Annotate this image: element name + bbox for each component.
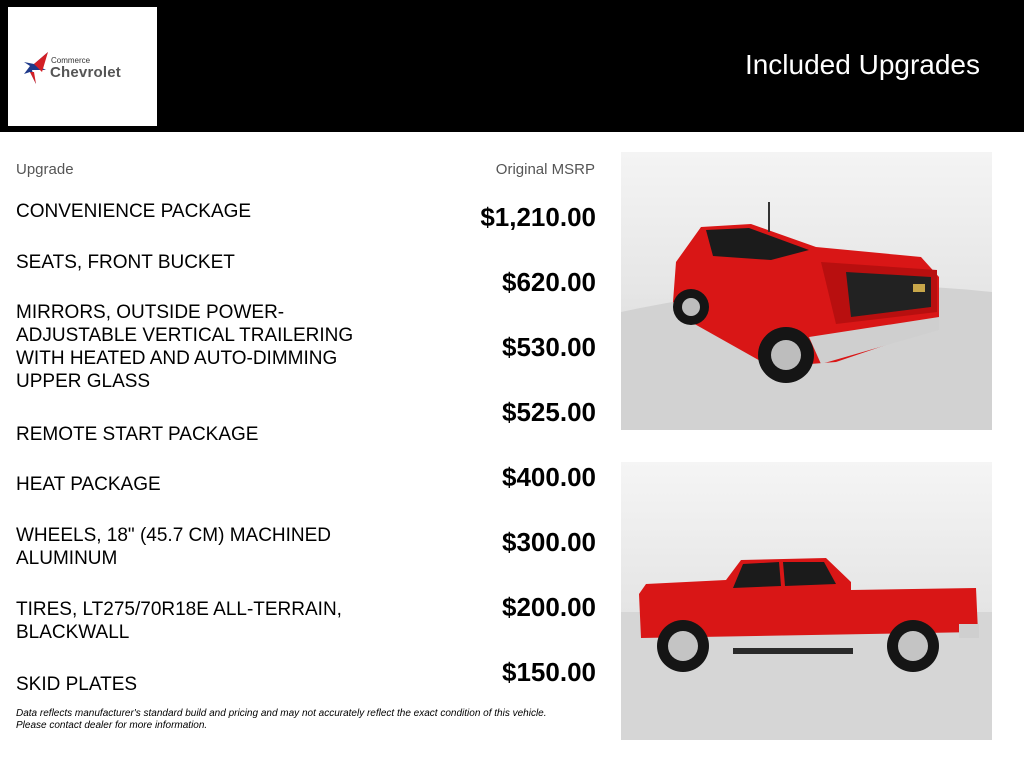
upgrade-price: $300.00 xyxy=(502,527,596,557)
vehicle-photo-side xyxy=(621,462,992,740)
upgrade-item-name: TIRES, LT275/70R18E ALL-TERRAIN, BLACKWALL xyxy=(16,599,342,643)
upgrade-item-name: SEATS, FRONT BUCKET xyxy=(16,252,235,273)
vehicle-photo-front xyxy=(621,152,992,430)
disclaimer-line: Data reflects manufacturer's standard build and pricing and may not accurately reflect the exact condition of this vehicle. xyxy=(16,708,547,719)
upgrade-item-name: SKID PLATES xyxy=(16,674,138,695)
logo-brand-name: Chevrolet xyxy=(50,64,121,81)
upgrade-item-name: CONVENIENCE PACKAGE xyxy=(16,201,252,222)
upgrade-price: $1,210.00 xyxy=(480,202,596,232)
header-bar xyxy=(0,0,1024,132)
star-logo-icon xyxy=(22,50,52,86)
upgrade-price: $150.00 xyxy=(502,657,596,687)
upgrade-item-name: WHEELS, 18" (45.7 CM) MACHINED ALUMINUM xyxy=(16,525,332,569)
upgrade-item-name: MIRRORS, OUTSIDE POWER-ADJUSTABLE VERTICAL TRAILERING WITH HEATED AND AUTO-DIMMING UPPER GLASS xyxy=(16,302,354,392)
logo-subtitle: Commerce xyxy=(51,56,91,65)
column-header-msrp: Original MSRP xyxy=(495,161,595,178)
dealer-logo xyxy=(8,7,157,126)
upgrade-item-name: REMOTE START PACKAGE xyxy=(16,424,259,445)
upgrade-item-name: HEAT PACKAGE xyxy=(16,474,161,495)
disclaimer-line: Please contact dealer for more information. xyxy=(16,720,208,731)
upgrade-price: $620.00 xyxy=(502,267,596,297)
disclaimer-text xyxy=(16,708,606,732)
upgrade-price: $525.00 xyxy=(502,397,596,427)
page-title: Included Upgrades xyxy=(744,49,980,80)
upgrade-price: $530.00 xyxy=(502,332,596,362)
upgrade-price: $400.00 xyxy=(502,462,596,492)
upgrade-price: $200.00 xyxy=(502,592,596,622)
column-header-upgrade: Upgrade xyxy=(16,161,74,178)
